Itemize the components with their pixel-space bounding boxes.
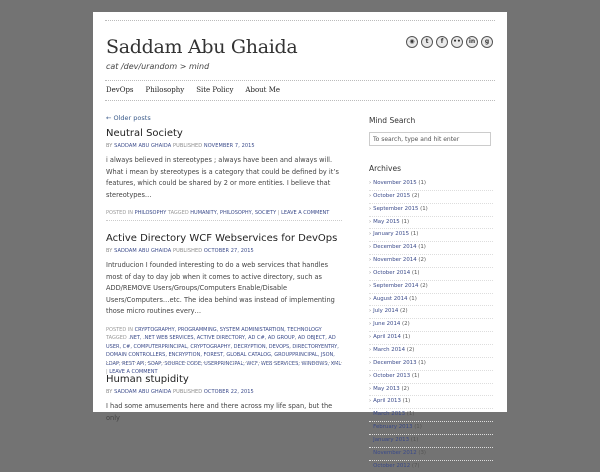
archive-count: (1) [406, 411, 415, 418]
arrow-right-icon: › [369, 372, 372, 379]
twitter-icon[interactable]: t [421, 36, 433, 48]
archive-month-link[interactable]: May 2015 [373, 218, 400, 225]
archive-item[interactable] [369, 241, 493, 254]
archive-count: (1) [420, 205, 428, 212]
archive-month-link[interactable]: January 2015 [373, 231, 410, 238]
archive-count: (2) [418, 257, 426, 264]
github-icon[interactable]: g [481, 36, 493, 48]
archive-count: (2) [402, 321, 410, 328]
post-divider [106, 220, 342, 221]
arrow-right-icon: › [369, 205, 372, 212]
social-icons [406, 36, 493, 48]
archive-month-link[interactable]: November 2015 [373, 180, 417, 186]
archive-month-link[interactable]: October 2012 [373, 462, 411, 469]
archive-month-link[interactable]: December 2013 [373, 359, 417, 366]
archive-month-link[interactable]: April 2014 [373, 334, 401, 341]
rss-icon[interactable]: ◉ [406, 36, 418, 48]
archive-count: (2) [401, 385, 410, 392]
meta-posted-in: POSTED IN [106, 210, 133, 216]
meta-tagged: TAGGED [106, 335, 127, 341]
arrow-right-icon: › [369, 269, 372, 276]
archive-item[interactable] [369, 370, 493, 383]
arrow-right-icon: › [369, 231, 372, 238]
archive-item[interactable] [369, 318, 493, 331]
archive-item[interactable] [369, 267, 493, 280]
linkedin-icon[interactable]: in [466, 36, 478, 48]
archive-count: (1) [418, 180, 426, 186]
archive-month-link[interactable]: October 2013 [373, 372, 411, 379]
archive-month-link[interactable]: May 2013 [373, 385, 400, 392]
archive-item[interactable] [369, 216, 493, 229]
archive-month-link[interactable]: March 2013 [373, 411, 406, 418]
arrow-right-icon: › [369, 411, 372, 418]
archive-item[interactable] [369, 331, 493, 344]
facebook-icon[interactable]: f [436, 36, 448, 48]
search-input[interactable] [369, 132, 491, 146]
archive-month-link[interactable]: October 2014 [373, 269, 411, 276]
arrow-right-icon: › [369, 180, 372, 186]
post-tags[interactable]: HUMANITY, PHILOSOPHY, SOCIETY [190, 210, 277, 216]
post-excerpt: I had some amusements here and there across my life span, but the only [106, 402, 333, 422]
flickr-icon[interactable]: •• [451, 36, 463, 48]
archive-count: (1) [402, 398, 411, 405]
arrow-right-icon: › [369, 424, 372, 431]
archive-month-link[interactable]: October 2015 [373, 192, 411, 199]
post-excerpt: Intruducion I founded interesting to do a web services that handles most of day to day job when it comes to active directory, such as ADD/REMOVE Users/Groups/Computers Enable/Disable Users/Computers…etc. The idea behind was instead of implementing those micro routines every… [106, 261, 335, 315]
archive-month-link[interactable]: June 2014 [373, 321, 401, 328]
archive-month-link[interactable]: March 2014 [373, 346, 406, 353]
archive-month-link[interactable]: September 2015 [373, 205, 419, 212]
archive-item[interactable] [369, 254, 493, 267]
archive-item[interactable] [369, 460, 493, 472]
post-meta: POSTED IN CRYPTOGRAPHY, PROGRAMMING, SYSTEM ADMINISTARTION, TECHNOLOGY TAGGED .NET, .NET WEB SERVICES, ACTIVE DIRECTORY, AD C#, AD GROUP, AD OBJECT, AD USER, C#, COMPUTERPRINCIPAL, CRYPTOGRAPHY, DECRYPTION, DEVOPS, DIRECTORYENTRY, DOMAIN CONTROLLERS, ENCRYPTION, FOREST, GLOBAL CATALOG, GROUPPRINCIPAL, JSON, LDAP, REST API, SOAP, SOURCE CODE, USERPRINCIPAL, WCF, WEB SERVICES, WINDOWS, XML | LEAVE A COMMENT [106, 326, 342, 375]
arrow-right-icon: › [369, 359, 372, 366]
post-title[interactable]: Active Directory WCF Webservices for DevOps [106, 233, 338, 244]
archive-month-link[interactable]: August 2014 [373, 295, 408, 302]
post-author-link[interactable]: SADDAM ABU GHAIDA [114, 248, 172, 254]
archive-item[interactable] [369, 190, 493, 203]
arrow-right-icon: › [369, 449, 372, 456]
header-top-divider [105, 20, 495, 21]
arrow-right-icon: › [369, 192, 372, 199]
archive-count: (1) [418, 359, 426, 366]
arrow-right-icon: › [369, 257, 372, 264]
archive-count: (1) [411, 372, 420, 379]
archive-count: (3) [418, 449, 426, 456]
byline-published: PUBLISHED [172, 143, 203, 149]
post-author-link[interactable]: SADDAM ABU GHAIDA [114, 143, 172, 149]
arrow-right-icon: › [369, 321, 372, 328]
archive-item[interactable] [369, 228, 493, 241]
arrow-right-icon: › [369, 334, 372, 341]
archive-item[interactable] [369, 293, 493, 306]
post-human-stupidity [106, 374, 342, 424]
main-nav [106, 86, 292, 94]
arrow-right-icon: › [369, 462, 372, 469]
archive-month-link[interactable]: September 2014 [373, 282, 419, 289]
archive-item[interactable] [369, 421, 493, 434]
archives-widget-title: Archives [369, 164, 401, 173]
arrow-right-icon: › [369, 244, 372, 251]
post-byline [106, 143, 342, 149]
archive-item[interactable] [369, 305, 493, 318]
archive-item[interactable] [369, 280, 493, 293]
arrow-right-icon: › [369, 218, 372, 225]
archive-item[interactable] [369, 395, 493, 408]
archive-month-link[interactable]: January 2013 [373, 436, 410, 443]
post-categories[interactable]: PHILOSOPHY [134, 210, 167, 216]
leave-comment-link[interactable]: LEAVE A COMMENT [109, 369, 158, 375]
archive-count: (2) [411, 192, 420, 199]
post-active-directory [106, 233, 342, 377]
meta-tagged: TAGGED [167, 210, 189, 216]
archive-item[interactable] [369, 178, 493, 190]
byline-by: BY [106, 143, 113, 149]
post-date-link[interactable]: OCTOBER 27, 2015 [203, 248, 254, 254]
site-tagline: cat /dev/urandom > mind [106, 62, 210, 71]
archive-item[interactable] [369, 408, 493, 421]
arrow-right-icon: › [369, 295, 372, 302]
archive-count: (1) [402, 334, 411, 341]
archive-count: (2) [406, 346, 415, 353]
post-date-link[interactable]: NOVEMBER 7, 2015 [203, 143, 255, 149]
byline-published: PUBLISHED [172, 389, 203, 395]
post-byline [106, 389, 342, 395]
post-neutral-society [106, 128, 342, 218]
arrow-right-icon: › [369, 436, 372, 443]
search-widget-title: Mind Search [369, 116, 416, 125]
archive-count: (2) [420, 282, 428, 289]
post-byline [106, 248, 342, 254]
post-title[interactable]: Neutral Society [106, 128, 183, 139]
archive-count: (1) [401, 218, 410, 225]
nav-item-about-me[interactable]: About Me [245, 86, 281, 94]
archive-count: (1) [414, 424, 422, 431]
archive-item[interactable] [369, 434, 493, 447]
archive-count: (1) [411, 269, 420, 276]
archive-item[interactable] [369, 344, 493, 357]
archive-count: (1) [418, 244, 426, 251]
byline-published: PUBLISHED [172, 248, 203, 254]
archive-item[interactable] [369, 447, 493, 460]
post-author-link[interactable]: SADDAM ABU GHAIDA [114, 389, 172, 395]
archive-count: (7) [411, 462, 420, 469]
leave-comment-link[interactable]: LEAVE A COMMENT [281, 210, 330, 216]
archive-month-link[interactable]: July 2014 [373, 308, 399, 315]
archive-month-link[interactable]: February 2013 [373, 424, 413, 431]
post-title[interactable]: Human stupidity [106, 374, 189, 385]
byline-by: BY [106, 248, 113, 254]
byline-by: BY [106, 389, 113, 395]
arrow-right-icon: › [369, 385, 372, 392]
archives-list [369, 178, 493, 472]
arrow-right-icon: › [369, 308, 372, 315]
archive-count: (1) [410, 231, 419, 238]
post-meta: POSTED IN PHILOSOPHY TAGGED HUMANITY, PHILOSOPHY, SOCIETY | LEAVE A COMMENT [106, 210, 330, 216]
post-divider [106, 362, 342, 363]
nav-bottom-divider [105, 100, 495, 101]
post-excerpt: i always believed in stereotypes ; always have been and always will. What i mean by stereotypes is a category that could be defined by it’s features, which could be shared by 2 or more entities. I believe that stereotypes… [106, 156, 339, 199]
arrow-right-icon: › [369, 282, 372, 289]
meta-posted-in: POSTED IN [106, 326, 133, 333]
arrow-right-icon: › [369, 346, 372, 353]
archive-count: (1) [409, 295, 417, 302]
archive-month-link[interactable]: December 2014 [373, 244, 417, 251]
archive-item[interactable] [369, 383, 493, 396]
post-date-link[interactable]: OCTOBER 22, 2015 [203, 389, 254, 395]
post-tags[interactable]: .NET, .NET WEB SERVICES, ACTIVE DIRECTORY, AD C#, AD GROUP, AD OBJECT, AD USER, C#, COMPUTERPRINCIPAL, CRYPTOGRAPHY, DECRYPTION, DEVOPS, DIRECTORYENTRY, DOMAIN CONTROLLERS, ENCRYPTION, FOREST, GLOBAL CATALOG, GROUPPRINCIPAL, JSON, LDAP, REST API, SOAP, SOURCE CODE, USERPRINCIPAL, WCF, WEB SERVICES, WINDOWS, XML [106, 335, 342, 367]
archive-item[interactable] [369, 357, 493, 370]
archive-item[interactable] [369, 203, 493, 216]
archive-count: (2) [400, 308, 408, 315]
archive-month-link[interactable]: April 2013 [373, 398, 401, 405]
archive-count: (1) [410, 436, 419, 443]
post-categories[interactable]: CRYPTOGRAPHY, PROGRAMMING, SYSTEM ADMINISTARTION, TECHNOLOGY [134, 326, 322, 333]
nav-item-philosophy[interactable]: Philosophy [145, 86, 185, 94]
arrow-right-icon: › [369, 398, 372, 405]
nav-item-site-policy[interactable]: Site Policy [196, 86, 234, 94]
older-posts-link[interactable]: ← Older posts [106, 114, 151, 122]
site-title[interactable]: Saddam Abu Ghaida [106, 36, 298, 58]
nav-top-divider [105, 80, 495, 81]
page [93, 12, 507, 469]
archive-month-link[interactable]: November 2014 [373, 257, 417, 264]
archive-month-link[interactable]: November 2012 [373, 449, 417, 456]
nav-item-devops[interactable]: DevOps [106, 86, 134, 94]
